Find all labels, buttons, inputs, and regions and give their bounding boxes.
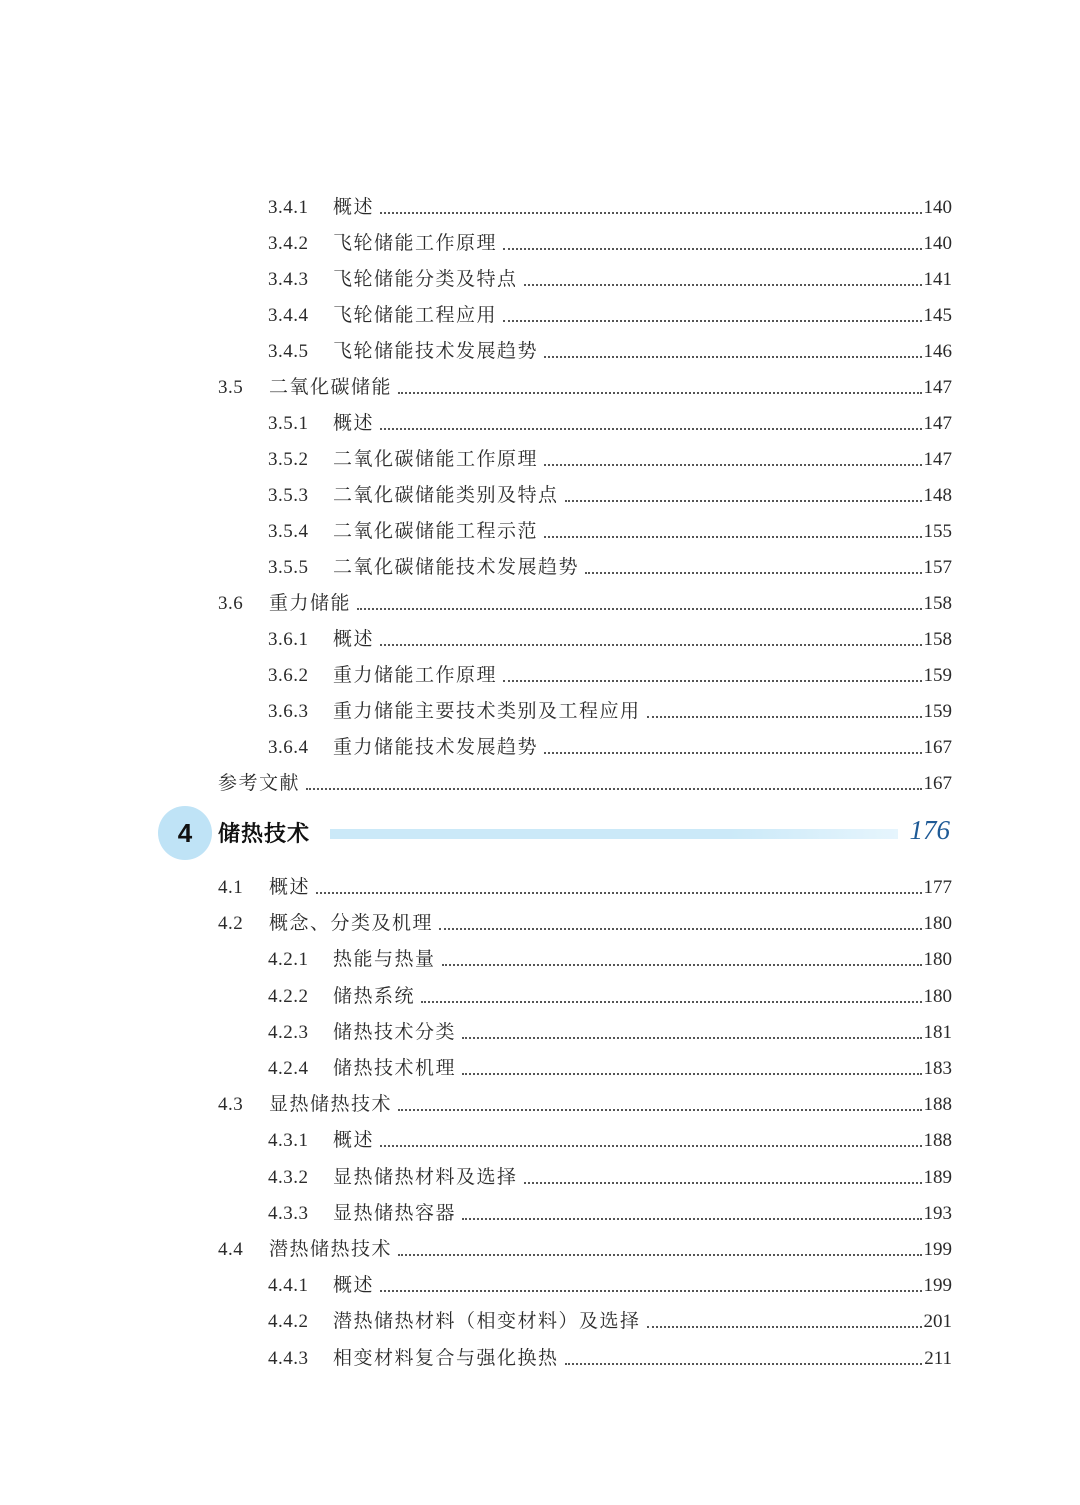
toc-entry-page-number: 177: [923, 877, 952, 898]
toc-entry[interactable]: [268, 190, 952, 220]
toc-entry-title: 重力储能: [269, 593, 352, 614]
toc-entry-number: 4.4.1: [268, 1275, 309, 1297]
toc-entry-title: 二氧化碳储能: [269, 377, 393, 398]
toc-dot-leader: [544, 356, 921, 358]
toc-dot-leader: [398, 1109, 921, 1111]
chapter-title-bar: [330, 829, 898, 839]
toc-entry-page-number: 147: [923, 449, 952, 470]
toc-entry[interactable]: [268, 1051, 952, 1081]
toc-entry-number: 4.3.1: [268, 1130, 309, 1152]
toc-entry-number: 3.6: [218, 593, 244, 614]
toc-entry-number: 3.5.5: [268, 557, 309, 578]
toc-dot-leader: [647, 1326, 922, 1328]
toc-entry-title: 显热储热技术: [269, 1094, 393, 1116]
toc-entry-title: 重力储能工作原理: [333, 665, 498, 686]
toc-entry-number: 4.3.2: [268, 1166, 309, 1188]
toc-entry-page-number: 147: [923, 413, 952, 434]
toc-entry-number: 3.4.4: [268, 305, 309, 326]
toc-entry-title: 二氧化碳储能工作原理: [333, 449, 539, 470]
toc-entry-title: 二氧化碳储能工程示范: [333, 521, 539, 542]
toc-entry-title: 飞轮储能分类及特点: [333, 269, 518, 290]
toc-entry[interactable]: [268, 550, 952, 580]
toc-entry-number: 3.6.1: [268, 629, 309, 650]
chapter-page-number: 176: [909, 815, 950, 845]
toc-entry[interactable]: [268, 979, 952, 1009]
toc-entry[interactable]: [218, 1087, 952, 1117]
toc-entry-title: 重力储能主要技术类别及工程应用: [333, 701, 641, 722]
toc-entry-number: 3.5.1: [268, 413, 309, 434]
toc-entry-page-number: 189: [923, 1166, 952, 1188]
toc-entry[interactable]: [268, 1123, 952, 1153]
toc-dot-leader: [544, 464, 921, 466]
toc-entry-title: 概述: [333, 413, 375, 434]
toc-entry-title: 参考文献: [218, 773, 301, 794]
toc-dot-leader: [439, 928, 921, 930]
toc-dot-leader: [462, 1037, 921, 1039]
toc-entry-number: 3.6.3: [268, 701, 309, 722]
toc-entry[interactable]: [218, 906, 952, 936]
toc-entry[interactable]: [268, 730, 952, 760]
toc-entry-title: 热能与热量: [333, 949, 436, 971]
toc-entry-title: 重力储能技术发展趋势: [333, 737, 539, 758]
toc-entry-number: 4.3: [218, 1094, 244, 1116]
toc-entry-page-number: 147: [923, 377, 952, 398]
toc-entry-page-number: 159: [923, 701, 952, 722]
toc-entry-number: 3.4.3: [268, 269, 309, 290]
toc-entry-title: 二氧化碳储能类别及特点: [333, 485, 559, 506]
toc-entry-number: 4.2: [218, 913, 244, 935]
toc-entry-title: 飞轮储能技术发展趋势: [333, 341, 539, 362]
toc-entry[interactable]: [268, 478, 952, 508]
toc-entry-number: 4.4.3: [268, 1347, 309, 1369]
chapter-title: 储热技术: [218, 822, 311, 847]
toc-dot-leader: [380, 644, 921, 646]
toc-entry[interactable]: [268, 658, 952, 688]
toc-entry-number: 3.4.1: [268, 197, 309, 218]
toc-entry-number: 3.5: [218, 377, 244, 398]
toc-entry[interactable]: [218, 870, 952, 900]
toc-entry-page-number: 167: [923, 737, 952, 758]
toc-entry-title: 概念、分类及机理: [269, 913, 434, 935]
toc-entry-title: 储热技术分类: [333, 1021, 457, 1043]
toc-entry[interactable]: [218, 370, 952, 400]
toc-dot-leader: [565, 1363, 923, 1365]
toc-dot-leader: [524, 1182, 922, 1184]
toc-dot-leader: [380, 1290, 921, 1292]
toc-dot-leader: [357, 608, 921, 610]
toc-entry[interactable]: [218, 1232, 952, 1262]
toc-entry-title: 二氧化碳储能技术发展趋势: [333, 557, 580, 578]
toc-entry-page-number: 158: [923, 629, 952, 650]
toc-entry-title: 储热技术机理: [333, 1058, 457, 1079]
toc-entry-number: 3.6.4: [268, 737, 309, 758]
toc-entry[interactable]: [268, 334, 952, 364]
toc-entry-number: 4.2.1: [268, 949, 309, 971]
toc-entry-page-number: 181: [923, 1021, 952, 1043]
toc-entry-number: 4.2.3: [268, 1021, 309, 1043]
toc-entry-number: 3.4.2: [268, 233, 309, 254]
toc-entry-page-number: 140: [923, 197, 952, 218]
toc-entry-page-number: 180: [923, 949, 952, 971]
toc-entry[interactable]: [268, 1341, 952, 1371]
toc-dot-leader: [503, 248, 921, 250]
toc-entry-page-number: 199: [923, 1275, 952, 1297]
toc-dot-leader: [398, 392, 921, 394]
toc-entry-title: 概述: [333, 1130, 375, 1152]
toc-entry-number: 3.5.2: [268, 449, 309, 470]
toc-entry-title: 概述: [269, 877, 311, 898]
toc-dot-leader: [316, 892, 921, 894]
toc-dot-leader: [503, 680, 921, 682]
toc-entry[interactable]: [268, 406, 952, 436]
chapter-heading[interactable]: [158, 806, 952, 862]
toc-entry[interactable]: [268, 622, 952, 652]
toc-entry-number: 4.2.2: [268, 985, 309, 1007]
toc-dot-leader: [647, 716, 922, 718]
toc-dot-leader: [380, 428, 921, 430]
toc-entry[interactable]: [268, 1304, 952, 1334]
toc-entry-page-number: 140: [923, 233, 952, 254]
toc-entry-number: 3.5.3: [268, 485, 309, 506]
toc-entry-page-number: 199: [923, 1239, 952, 1260]
toc-entry-title: 飞轮储能工程应用: [333, 305, 498, 326]
chapter-number: 4: [177, 818, 193, 848]
toc-entry[interactable]: [218, 586, 952, 616]
toc-entry-page-number: 201: [923, 1311, 952, 1333]
toc-dot-leader: [524, 284, 922, 286]
toc-entry-number: 4.4.2: [268, 1311, 309, 1333]
toc-entry[interactable]: [268, 1196, 952, 1226]
toc-entry-title: 显热储热容器: [333, 1202, 457, 1224]
toc-entry-number: 4.4: [218, 1239, 244, 1260]
toc-entry[interactable]: [268, 1268, 952, 1298]
toc-dot-leader: [585, 572, 921, 574]
toc-dot-leader: [462, 1218, 921, 1220]
toc-entry-page-number: 188: [923, 1130, 952, 1152]
toc-entry[interactable]: [268, 442, 952, 472]
toc-entry-page-number: 159: [923, 665, 952, 686]
toc-entry-page-number: 157: [923, 557, 952, 578]
toc-entry-page-number: 188: [923, 1094, 952, 1116]
toc-entry-number: 4.2.4: [268, 1058, 309, 1079]
toc-entry[interactable]: [268, 226, 952, 256]
toc-dot-leader: [421, 1001, 921, 1003]
toc-entry-page-number: 180: [923, 985, 952, 1007]
toc-entry-page-number: 180: [923, 913, 952, 935]
toc-entry[interactable]: [218, 766, 952, 796]
toc-dot-leader: [565, 500, 922, 502]
toc-entry-page-number: 183: [923, 1058, 952, 1079]
toc-entry-page-number: 158: [923, 593, 952, 614]
toc-entry-title: 显热储热材料及选择: [333, 1166, 518, 1188]
toc-entry-page-number: 148: [923, 485, 952, 506]
toc-entry-number: 3.6.2: [268, 665, 309, 686]
toc-entry-page-number: 155: [923, 521, 952, 542]
toc-entry-number: 4.3.3: [268, 1202, 309, 1224]
toc-entry-page-number: 193: [923, 1202, 952, 1224]
toc-entry-number: 3.4.5: [268, 341, 309, 362]
toc-entry[interactable]: [268, 262, 952, 292]
toc-entry-page-number: 167: [923, 773, 952, 794]
toc-entry[interactable]: [268, 694, 952, 724]
toc-dot-leader: [380, 212, 921, 214]
toc-entry[interactable]: [268, 1160, 952, 1190]
toc-dot-leader: [306, 788, 921, 790]
toc-dot-leader: [462, 1073, 921, 1075]
toc-entry-page-number: 145: [923, 305, 952, 326]
toc-dot-leader: [398, 1254, 921, 1256]
toc-dot-leader: [544, 752, 921, 754]
toc-entry[interactable]: [268, 1015, 952, 1045]
toc-entry-title: 潜热储热材料（相变材料）及选择: [333, 1311, 641, 1333]
toc-dot-leader: [544, 536, 921, 538]
toc-entry-title: 储热系统: [333, 985, 416, 1007]
toc-entry[interactable]: [268, 514, 952, 544]
toc-entry-page-number: 141: [923, 269, 952, 290]
toc-dot-leader: [503, 320, 921, 322]
toc-entry-number: 4.1: [218, 877, 244, 898]
toc-entry-title: 飞轮储能工作原理: [333, 233, 498, 254]
toc-dot-leader: [380, 1145, 921, 1147]
toc-entry-title: 相变材料复合与强化换热: [333, 1347, 559, 1369]
toc-dot-leader: [442, 964, 922, 966]
toc-entry-title: 潜热储热技术: [269, 1239, 393, 1260]
toc-entry-page-number: 146: [923, 341, 952, 362]
toc-entry-title: 概述: [333, 197, 375, 218]
toc-entry[interactable]: [268, 942, 952, 972]
toc-entry-title: 概述: [333, 629, 375, 650]
toc-entry[interactable]: [268, 298, 952, 328]
toc-entry-page-number: 211: [924, 1347, 952, 1369]
toc-entry-number: 3.5.4: [268, 521, 309, 542]
toc-entry-title: 概述: [333, 1275, 375, 1297]
